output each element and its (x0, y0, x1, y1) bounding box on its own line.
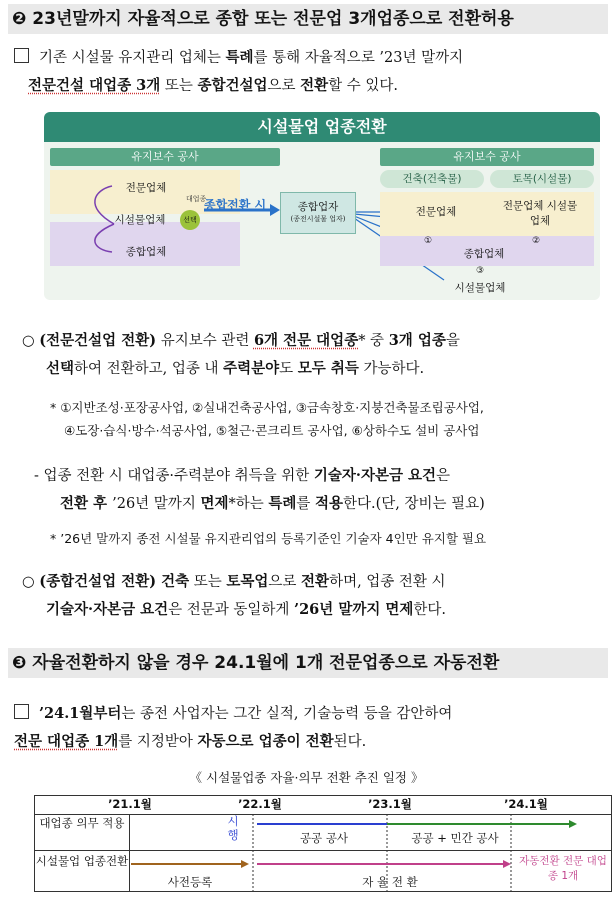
cat-civil: 토목(시설물) (490, 170, 594, 188)
node-facility: 시설물업체 (114, 214, 166, 226)
mark-3: ③ (476, 266, 485, 276)
bullet-1: ○ (전문건설업 전환) 유지보수 관련 6개 전문 대업종* 중 3개 업종을 선택하여 전환하고, 업종 내 주력분야도 모두 취득 가능하다. (22, 332, 460, 377)
r-node-specialty-facility: 전문업체 시설물업체 (502, 200, 578, 227)
section-heading-2: ❷ 23년말까지 자율적으로 종합 또는 전문업 3개업종으로 전환허용 (8, 4, 608, 34)
note-1 (50, 396, 610, 442)
text: 유지보수 관련 (156, 333, 254, 349)
text-bold: 주력분야 (223, 360, 280, 377)
text: 을 (445, 333, 460, 349)
text: 할 수 있다. (328, 78, 399, 94)
select-badge: 선택 (180, 210, 200, 230)
text-bold: 면제 (200, 495, 229, 512)
year-23: ’23.1월 (368, 797, 412, 811)
worker-sub: (종전시설물 업자) (290, 215, 346, 223)
text-bold: 기술자·자본금 요건 (313, 467, 437, 484)
text-bold: 적용 (314, 495, 343, 512)
text-bold: 종합건설업 (197, 77, 268, 94)
text: 는 종전 사업자는 그간 실적, 기술능력 등을 감안하여 (121, 706, 453, 722)
row2-label: 시설물업 업종전환 (35, 854, 129, 868)
text: 가능하다. (358, 361, 425, 377)
text: 은 (436, 468, 451, 484)
text: 를 (296, 496, 315, 512)
text-bold: ’24.1월부터 (39, 705, 122, 722)
note-line: ④도장·습식·방수·석공사업, ⑤철근·콘크리트 공사업, ⑥상하수도 설비 공사업 (64, 423, 480, 438)
diagram-title: 시설물업 업종전환 (44, 112, 600, 142)
year-21: ’21.1월 (108, 797, 152, 811)
row2-auto: 자 율 전 환 (362, 875, 418, 889)
cat-building: 건축(건축물) (380, 170, 484, 188)
worker-label: 종합업자 (297, 201, 339, 213)
text: 으로 (267, 78, 301, 94)
text: 를 지정받아 (118, 734, 198, 750)
conversion-diagram (44, 112, 600, 300)
text: 된다. (333, 734, 367, 750)
text: 한다.(단, 장비는 필요) (342, 496, 485, 512)
text: * 중 (358, 333, 389, 349)
row1-start: 시행 (227, 814, 239, 842)
text-bold: 전문건설 대업종 3개 (28, 77, 161, 94)
text: *하는 (228, 496, 269, 512)
text-bold: 자동으로 업종이 전환 (197, 733, 334, 750)
text-bold: 기술자·자본금 요건 (46, 601, 169, 618)
text-bold: 3개 업종 (388, 332, 446, 349)
checkbox-icon (14, 704, 29, 719)
text-bold: 토목업 (226, 573, 269, 590)
node-specialty: 전문업체 (125, 182, 167, 194)
schedule-caption: 《 시설물업종 자율·의무 전환 추진 일정 》 (189, 770, 424, 785)
r-node-general: 종합업체 (463, 248, 505, 260)
text: ’26년 말까지 (112, 496, 201, 512)
row2-pre: 사전등록 (167, 875, 213, 889)
text-bold: 6개 전문 대업종 (253, 332, 359, 349)
text-bold: 특례 (225, 49, 254, 66)
checkbox-icon (14, 48, 29, 63)
text: 은 전문과 동일하게 (168, 602, 295, 618)
text-bold: 전환 (301, 573, 330, 590)
left-header: 유지보수 공사 (50, 148, 280, 166)
dash-1 (34, 462, 610, 518)
row1-public: 공공 공사 (299, 831, 349, 845)
text: 기존 시설물 유지관리 업체는 (39, 50, 226, 66)
row2-end: 자동전환 전문 대업종 1개 (519, 855, 607, 882)
text: 또는 (189, 574, 227, 590)
text-bold: 선택 (46, 360, 75, 377)
mark-2: ② (532, 236, 541, 246)
tag-daeup: 대업종 (186, 195, 207, 203)
row1-label: 대업종 의무 적용 (39, 816, 125, 830)
text: 한다. (413, 602, 447, 618)
year-24: ’24.1월 (504, 797, 548, 811)
r-node-specialty: 전문업체 (415, 206, 457, 218)
paragraph-1 (14, 44, 610, 100)
text-bold: 전환 (300, 77, 329, 94)
text: 도 (279, 361, 298, 377)
row1-mixed: 공공 + 민간 공사 (411, 831, 499, 845)
text: 하며, 업종 전환 시 (329, 574, 446, 590)
bullet-2: ○ (종합건설업 전환) 건축 또는 토목업으로 전환하며, 업종 전환 시 기술자·자본금 요건은 전문과 동일하게 ’26년 말까지 면제한다. (22, 573, 447, 618)
text-bold: ’26년 말까지 면제 (294, 601, 414, 618)
text: - 업종 전환 시 대업종·주력분야 취득을 위한 (34, 468, 314, 484)
schedule-table (34, 795, 612, 892)
text-bold: (종합건설업 전환) 건축 (39, 573, 190, 590)
arrow-label: 종합전환 시 (204, 198, 267, 212)
text-bold: 모두 취득 (297, 360, 359, 377)
year-22: ’22.1월 (238, 797, 282, 811)
node-general: 종합업체 (125, 246, 167, 258)
text: 또는 (160, 78, 198, 94)
note-2: * ’26년 말까지 종전 시설물 유지관리업의 등록기준인 기술자 4인만 유지할 필요 (50, 531, 487, 546)
text-bold: (전문건설업 전환) (39, 332, 157, 349)
worker-box (280, 192, 356, 234)
paragraph-2 (14, 700, 610, 756)
text-bold: 전환 후 (60, 495, 113, 512)
text: 으로 (268, 574, 302, 590)
text: 하여 전환하고, 업종 내 (74, 361, 224, 377)
r-node-facility: 시설물업체 (454, 282, 506, 294)
text-bold: 특례 (268, 495, 297, 512)
section-heading-3: ❸ 자율전환하지 않을 경우 24.1월에 1개 전문업종으로 자동전환 (8, 648, 608, 678)
text-bold: 전문 대업종 1개 (14, 733, 119, 750)
right-header: 유지보수 공사 (380, 148, 594, 166)
note-line: * ①지반조성·포장공사업, ②실내건축공사업, ③금속창호·지붕건축물조립공사업, (50, 400, 484, 415)
text: 를 통해 자율적으로 ’23년 말까지 (253, 50, 464, 66)
mark-1: ① (424, 236, 433, 246)
